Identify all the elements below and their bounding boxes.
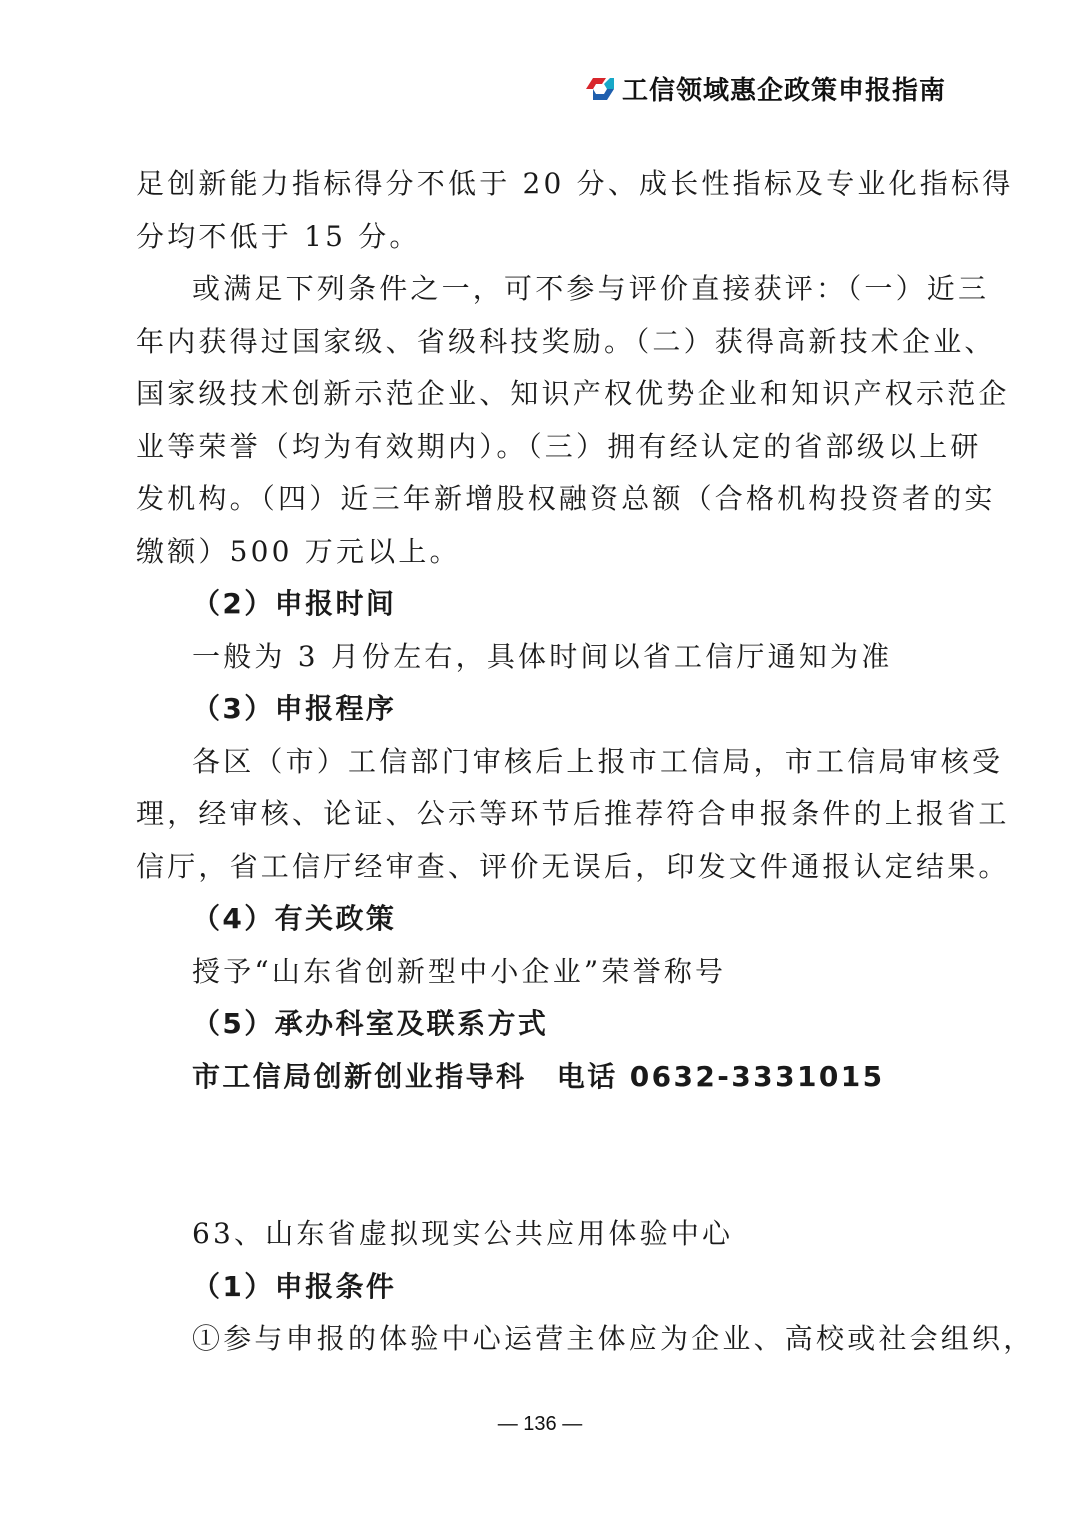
paragraph-line: 或满足下列条件之一，可不参与评价直接获评：（一）近三 xyxy=(192,272,990,305)
section-heading: （1）申报条件 xyxy=(192,1269,397,1303)
paragraph-line: 国家级技术创新示范企业、知识产权优势企业和知识产权示范企 xyxy=(136,377,1010,410)
paragraph-line: ①参与申报的体验中心运营主体应为企业、高校或社会组织， xyxy=(192,1322,1035,1355)
section-heading: （2）申报时间 xyxy=(192,587,397,620)
paragraph-line: 年内获得过国家级、省级科技奖励。（二）获得高新技术企业、 xyxy=(136,324,996,358)
paragraph-line: 理，经审核、论证、公示等环节后推荐符合申报条件的上报省工 xyxy=(136,797,1010,830)
paragraph-line: 授予“山东省创新型中小企业”荣誉称号 xyxy=(192,954,727,988)
contact-line: 市工信局创新创业指导科 电话 0632-3331015 xyxy=(192,1059,885,1093)
page-header xyxy=(584,70,946,107)
spacer xyxy=(136,1103,948,1208)
section-heading: （5）承办科室及联系方式 xyxy=(192,1007,549,1040)
page-number: — 136 — xyxy=(497,1413,583,1435)
section-heading: （4）有关政策 xyxy=(192,902,397,935)
paragraph-line: 分均不低于 15 分。 xyxy=(136,219,421,253)
item-title: 63、山东省虚拟现实公共应用体验中心 xyxy=(192,1217,734,1250)
paragraph-line: 信厅，省工信厅经审查、评价无误后，印发文件通报认定结果。 xyxy=(136,849,1010,883)
paragraph-line: 缴额）500 万元以上。 xyxy=(136,534,461,568)
paragraph-line: 足创新能力指标得分不低于 20 分、成长性指标及专业化指标得 xyxy=(136,167,1014,200)
paragraph-line: 各区（市）工信部门审核后上报市工信局，市工信局审核受 xyxy=(192,744,1004,778)
ministry-logo-icon xyxy=(584,74,616,104)
paragraph-line: 一般为 3 月份左右，具体时间以省工信厅通知为准 xyxy=(192,639,893,673)
section-heading: （3）申报程序 xyxy=(192,692,397,725)
header-title: 工信领域惠企政策申报指南 xyxy=(621,76,946,106)
paragraph-line: 业等荣誉（均为有效期内）。（三）拥有经认定的省部级以上研 xyxy=(136,429,982,463)
document-body xyxy=(136,158,1035,1366)
paragraph-line: 发机构。（四）近三年新增股权融资总额（合格机构投资者的实 xyxy=(136,482,996,515)
